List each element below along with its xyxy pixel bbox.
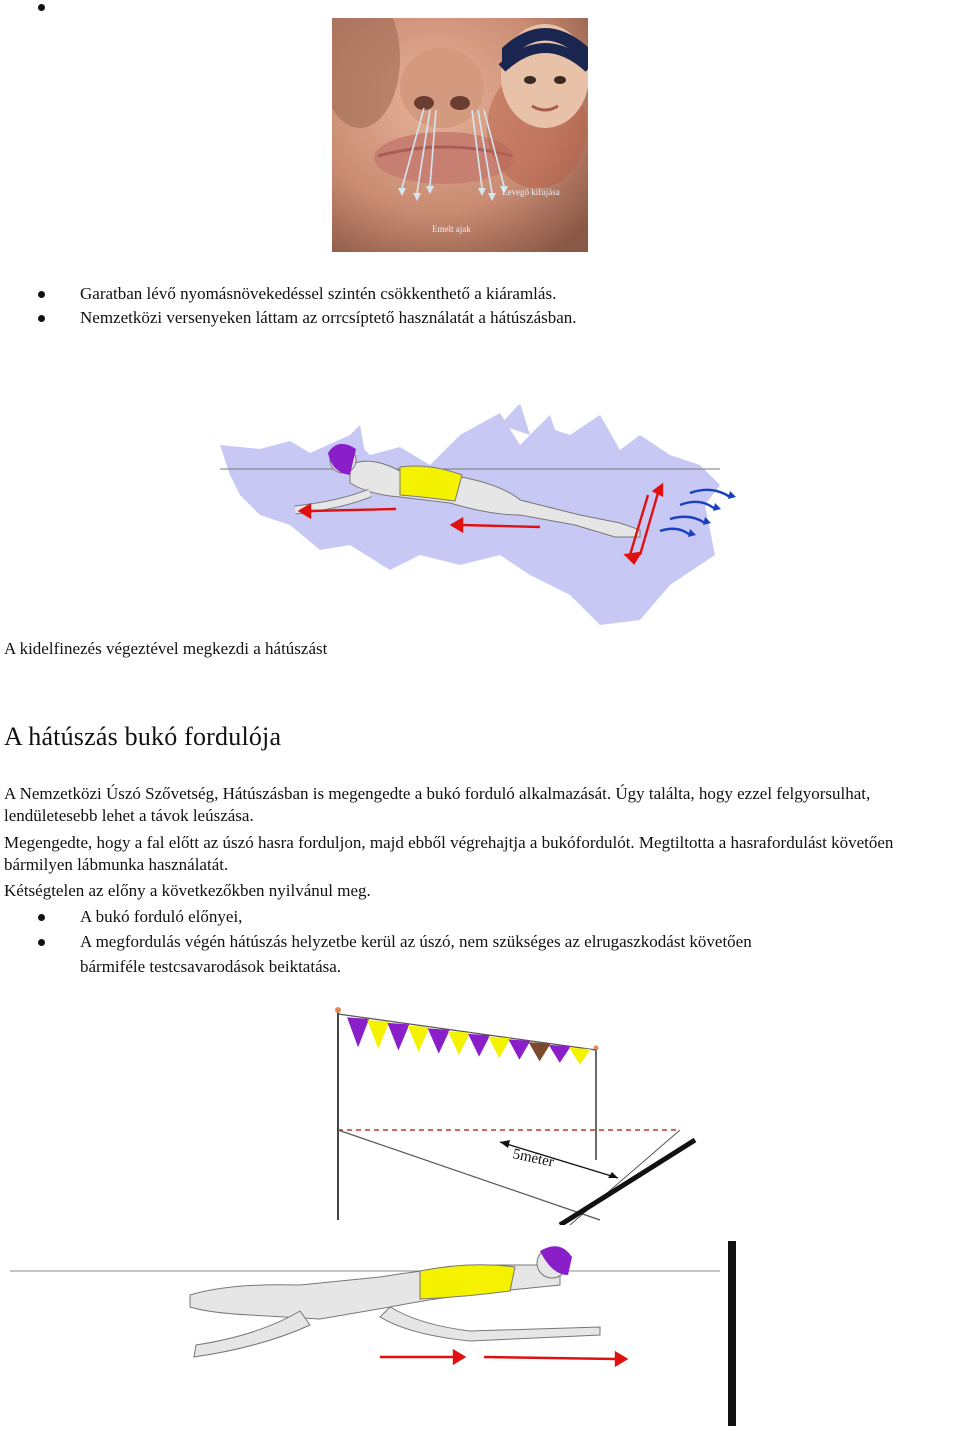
flag-pennant: [347, 1017, 369, 1047]
flag-pennant: [508, 1039, 530, 1059]
flag-pennant: [408, 1026, 430, 1052]
face-photo: [332, 18, 588, 252]
flag-pennant: [468, 1034, 490, 1057]
swimmer-illustration-2: [0, 1235, 960, 1426]
distance-label: 5méter: [511, 1146, 556, 1171]
red-arrows-2: [380, 1351, 626, 1365]
bullet-dot: [38, 4, 45, 11]
flag-pennant: [549, 1045, 571, 1063]
air-label: Levegő kifújása: [502, 187, 560, 197]
bullet-dot: [38, 291, 45, 298]
flag-pennant: [529, 1042, 551, 1061]
swimmer-diagram-turn: [0, 1235, 960, 1426]
photo-inset: [501, 24, 588, 128]
bullet-text: Garatban lévő nyomásnövekedéssel szintén csökkenthető a kiáramlás.: [80, 284, 557, 303]
bullet-text: bármiféle testcsavarodások beiktatása.: [80, 957, 342, 976]
section-heading: A hátúszás bukó fordulója: [4, 722, 282, 751]
bullet-text: A bukó forduló előnyei,: [80, 907, 243, 926]
swimmer-illustration-1: [200, 405, 760, 635]
flag-pennant: [488, 1037, 510, 1059]
caption-backstroke: A kidelfinezés végeztével megkezdi a hátúszást: [4, 639, 328, 658]
flag-pennant: [569, 1048, 591, 1065]
swimmer-figure-prone: [190, 1246, 600, 1357]
bullet-dot: [38, 315, 45, 322]
bullet-text: A megfordulás végén hátúszás helyzetbe kerül az úszó, nem szükséges az elrugaszkodást követően: [80, 932, 752, 951]
face-photo-illustration: [332, 18, 588, 252]
bullet-text: Nemzetközi versenyeken láttam az orrcsíptető használatát a hátúszásban.: [80, 308, 577, 327]
flags-illustration: [300, 1000, 720, 1225]
paragraph: Kétségtelen az előny a következőkben nyilvánul meg.: [4, 881, 371, 900]
lip-label: Emelt ajak: [432, 224, 471, 234]
swimmer-diagram-backstroke: [200, 405, 760, 635]
flag-bunting: [347, 1017, 591, 1064]
paragraph: A Nemzetközi Úszó Szővetség, Hátúszásban is megengedte a bukó forduló alkalmazását. Úgy találta, hogy ezzel felgyorsulhat, lendületesebb lehet a távok leúszása.: [4, 784, 871, 825]
paragraph: Megengedte, hogy a fal előtt az úszó hasra forduljon, majd ebből végrehajtja a bukófordulót. Megtiltotta a hasrafordulást követően bármilyen lábmunka használatát.: [4, 833, 894, 874]
bullet-dot: [38, 939, 45, 946]
pool-flags-diagram: [300, 1000, 720, 1225]
flag-pennant: [428, 1028, 450, 1053]
flag-pennant: [367, 1020, 389, 1049]
flag-pennant: [448, 1031, 470, 1055]
bullet-dot: [38, 914, 45, 921]
flag-pennant: [387, 1023, 409, 1051]
